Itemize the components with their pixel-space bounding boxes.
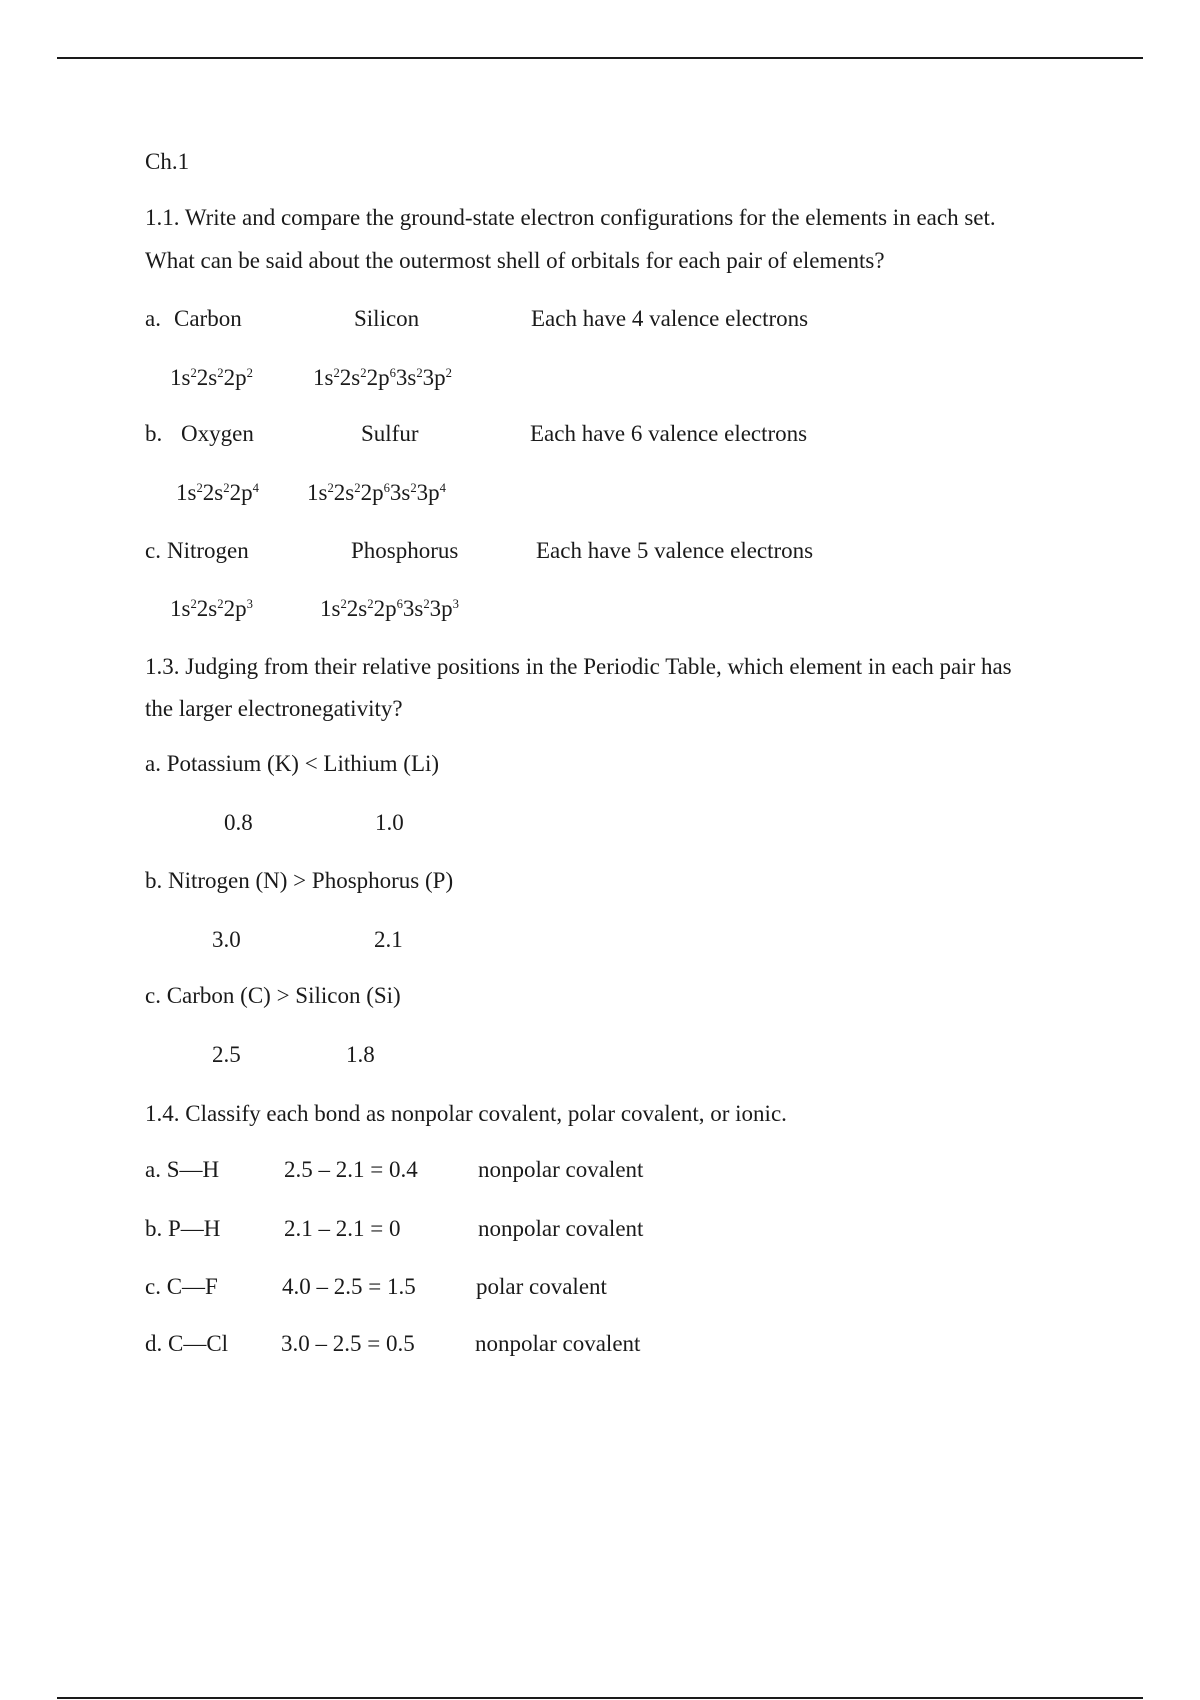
q13-a-value1: 0.8 (224, 810, 253, 835)
q13-b: b. Nitrogen (N) > Phosphorus (P) (145, 868, 454, 893)
chapter-heading: Ch.1 (145, 149, 190, 174)
q13-c: c. Carbon (C) > Silicon (Si) (145, 983, 401, 1008)
q13-c-value2: 1.8 (346, 1042, 375, 1067)
q11-prompt-line2: What can be said about the outermost shell of orbitals for each pair of elements? (145, 248, 885, 273)
config-sulfur: $1s^22s^22p^63s^23p^4$ (307, 480, 446, 505)
q14-b-type: nonpolar covalent (478, 1216, 644, 1241)
q11-a-element2: Silicon (354, 306, 420, 331)
q14-b-calc: 2.1 – 2.1 = 0 (284, 1216, 401, 1241)
config-oxygen: $1s^22s^22p^4$ (176, 480, 259, 505)
q14-d-type: nonpolar covalent (475, 1331, 641, 1356)
q11-b-element1: Oxygen (181, 421, 254, 446)
q14-b-bond: b. P—H (145, 1216, 221, 1241)
q11-c-element2: Phosphorus (351, 538, 459, 563)
bottom-rule (57, 1697, 1143, 1699)
q13-a-value2: 1.0 (375, 810, 404, 835)
q11-a-element1: Carbon (174, 306, 242, 331)
q11-a-note: Each have 4 valence electrons (531, 306, 809, 331)
q13-b-value1: 3.0 (212, 927, 241, 952)
q13-prompt-line2: the larger electronegativity? (145, 696, 403, 721)
config-phosphorus: $1s^22s^22p^63s^23p^3$ (320, 596, 459, 621)
q14-prompt: 1.4. Classify each bond as nonpolar covalent, polar covalent, or ionic. (145, 1101, 787, 1126)
q13-c-value1: 2.5 (212, 1042, 241, 1067)
q14-a-calc: 2.5 – 2.1 = 0.4 (284, 1157, 418, 1182)
q14-c-type: polar covalent (476, 1274, 607, 1299)
q14-c-bond: c. C—F (145, 1274, 218, 1299)
config-nitrogen: $1s^22s^22p^3$ (170, 596, 253, 621)
q11-b-element2: Sulfur (361, 421, 419, 446)
q14-c-calc: 4.0 – 2.5 = 1.5 (282, 1274, 416, 1299)
q14-a-type: nonpolar covalent (478, 1157, 644, 1182)
q13-prompt-line1: 1.3. Judging from their relative positions in the Periodic Table, which element in each pair has (145, 654, 1012, 679)
q11-b-note: Each have 6 valence electrons (530, 421, 808, 446)
config-carbon: $1s^22s^22p^2$ (170, 365, 253, 390)
q13-b-value2: 2.1 (374, 927, 403, 952)
q11-a-label: a. (145, 306, 161, 331)
q14-a-bond: a. S—H (145, 1157, 220, 1182)
q11-prompt-line1: 1.1. Write and compare the ground-state electron configurations for the elements in each set. (145, 205, 996, 230)
q14-d-bond: d. C—Cl (145, 1331, 229, 1356)
q13-a: a. Potassium (K) < Lithium (Li) (145, 751, 440, 776)
q11-b-label: b. (145, 421, 163, 446)
top-rule (57, 57, 1143, 59)
config-silicon: $1s^22s^22p^63s^23p^2$ (313, 365, 452, 390)
q11-c-note: Each have 5 valence electrons (536, 538, 814, 563)
q14-d-calc: 3.0 – 2.5 = 0.5 (281, 1331, 415, 1356)
q11-c-element1: Nitrogen (167, 538, 249, 563)
q11-c-label: c. (145, 538, 161, 563)
